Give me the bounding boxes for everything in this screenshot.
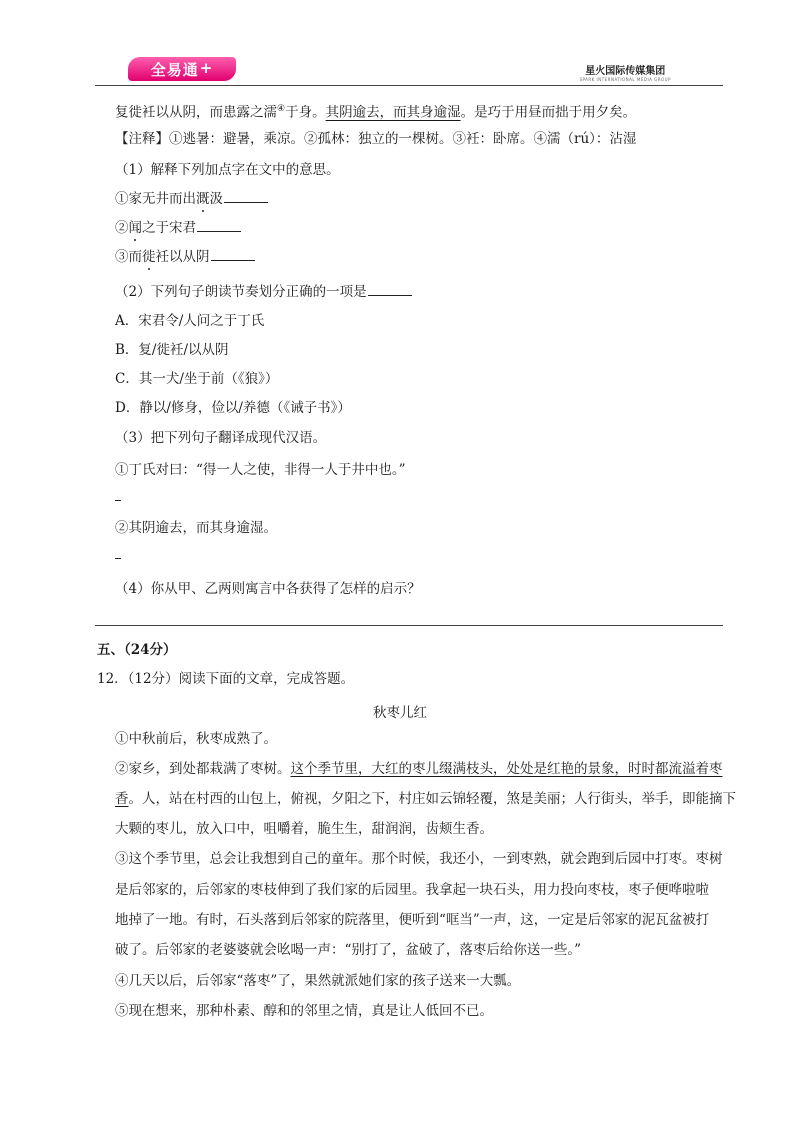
article-title: 秋枣儿红: [373, 705, 427, 721]
q2-option-b: B．复/徙衽/以从阴: [115, 342, 229, 358]
article-paragraph-3-cont: 是后邻家的，后邻家的枣枝伸到了我们家的后园里。我拿起一块石头，用力投向枣枝，枣子便哗啦啦: [115, 882, 709, 898]
answer-blank: [224, 190, 268, 203]
section-divider: [95, 625, 723, 626]
q3-sentence-2: ②其阴逾去，而其身逾湿。: [115, 520, 277, 536]
answer-blank: [197, 219, 241, 232]
answer-line: [115, 546, 121, 564]
q1-item-1: ①家无井而出溉汲: [115, 190, 268, 208]
publisher-name: 星火国际传媒集团: [585, 66, 666, 77]
article-paragraph-2-cont: 香。人，站在村西的山包上，俯视，夕阳之下，村庄如云锦轻覆，煞是美丽；人行街头，举手，即能摘下: [115, 791, 736, 807]
article-paragraph-2: ②家乡，到处都栽满了枣树。这个季节里，大红的枣儿缀满枝头，处处是红艳的景象，时时都流溢着枣: [115, 761, 723, 777]
q4-prompt: （4）你从甲、乙两则寓言中各获得了怎样的启示？: [115, 581, 421, 597]
q2-option-c: C．其一犬/坐于前（《狼》）: [115, 371, 279, 387]
q1-item-2: ②闻之于宋君: [115, 219, 241, 237]
passage-tail: 复徙衽以从阴，而患露之濡④于身。其阴逾去，而其身逾湿。是巧于用昼而拙于用夕矣。: [115, 104, 637, 121]
underlined-sentence: 其阴逾去，而其身逾湿: [325, 104, 461, 121]
notes: 【注释】①逃暑：避暑，乘凉。②孤林：独立的一棵树。③衽：卧席。④濡（rú）：沾湿: [115, 131, 637, 147]
publisher-brand: [579, 62, 671, 82]
article-paragraph-3-cont: 地掉了一地。有时，石头落到后邻家的院落里，便听到“哐当”一声，这，一定是后邻家的泥瓦盆被打: [115, 912, 710, 928]
section-5-heading: 五、（24分）: [97, 642, 177, 658]
brand-logo: 全易通+: [128, 57, 236, 81]
q2-option-d: D．静以/修身，俭以/养德（《诫子书》）: [115, 400, 351, 416]
article-paragraph-3: ③这个季节里，总会让我想到自己的童年。那个时候，我还小，一到枣熟，就会跑到后园中打枣。枣树: [115, 851, 723, 867]
publisher-name-en: SPARK INTERNATIONAL MEDIA GROUP: [579, 77, 671, 82]
q12-intro: 12．（12分）阅读下面的文章，完成答题。: [97, 671, 355, 687]
q2-option-a: A．宋君令/人问之于丁氏: [115, 313, 265, 329]
page-header: [95, 52, 723, 86]
article-paragraph-3-cont: 破了。后邻家的老婆婆就会吆喝一声：“别打了，盆破了，落枣后给你送一些。”: [115, 942, 582, 958]
article-paragraph-4: ④几天以后，后邻家“落枣”了，果然就派她们家的孩子送来一大瓢。: [115, 973, 521, 989]
q2-prompt: （2）下列句子朗读节奏划分正确的一项是: [115, 283, 412, 301]
underlined-sentence: 这个季节里，大红的枣儿缀满枝头，处处是红艳的景象，时时都流溢着枣: [290, 761, 723, 777]
header-divider: [95, 85, 723, 86]
article-paragraph-1: ①中秋前后，秋枣成熟了。: [115, 731, 277, 747]
article-paragraph-5: ⑤现在想来，那种朴素、醇和的邻里之情，真是让人低回不已。: [115, 1003, 493, 1019]
answer-line: [115, 488, 121, 506]
q3-sentence-1: ①丁氏对曰：“得一人之使，非得一人于井中也。”: [115, 462, 406, 478]
q1-item-3: ③而徙衽以从阴: [115, 248, 255, 266]
article-paragraph-2-cont: 大颗的枣儿，放入口中，咀嚼着，脆生生，甜润润，齿颊生香。: [115, 821, 493, 837]
answer-blank: [368, 283, 412, 296]
answer-blank: [211, 248, 255, 261]
q1-prompt: （1）解释下列加点字在文中的意思。: [115, 162, 340, 178]
q3-prompt: （3）把下列句子翻译成现代汉语。: [115, 430, 327, 446]
